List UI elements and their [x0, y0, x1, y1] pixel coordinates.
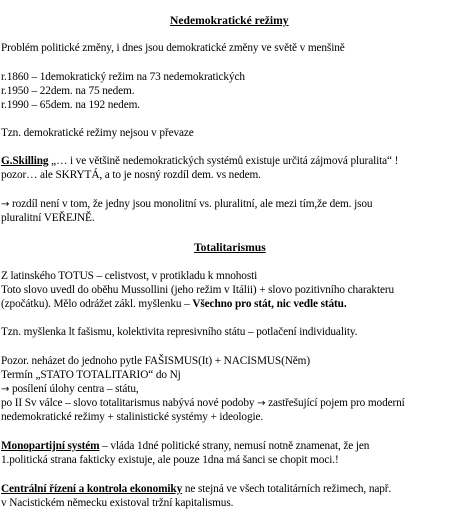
monopartijni-line-2: 1.politická strana fakticky existuje, ale pouze 1dna má šanci se chopit moci.!	[1, 454, 339, 466]
skilling-line-2: pozor… ale SKRYTÁ, a to je nosný rozdíl dem. vs nedem.	[1, 169, 261, 181]
arrow-icon: →	[257, 398, 266, 409]
paragraph-prevaha: Tzn. demokratické režimy nejsou v převaze	[1, 127, 194, 139]
totalitarismus-line-7-text: posílení úlohy centra – státu,	[9, 383, 139, 395]
arrow-icon: →	[1, 199, 10, 210]
monopartijni-text: – vláda 1dné politické strany, nemusí notně znamenat, že jen	[99, 440, 370, 452]
totalitarismus-line-2: Toto slovo uvedl do oběhu Mussollini (jeho režim v Itálii) + slovo pozitivního charakteru	[1, 284, 395, 296]
heading-nedemokraticke-rezimy: Nedemokratické režimy	[170, 14, 289, 27]
stat-1860: r.1860 – 1demokratický režim na 73 nedemokratických	[1, 71, 245, 83]
totalitarismus-line-4: Tzn. myšlenka lt fašismu, kolektivita represivního státu – potlačení individuality.	[1, 326, 358, 338]
monopartijni-term: Monopartijní systém	[1, 440, 100, 452]
arrow-icon: →	[1, 384, 10, 395]
totalitarismus-line-7	[1, 383, 139, 396]
totalitarismus-line-8	[1, 397, 405, 410]
skilling-name: G.Skilling	[1, 155, 49, 167]
ekonomika-term: Centrální řízení a kontrola ekonomiky	[1, 483, 183, 495]
totalitarismus-line-8-text-b: zastřešující pojem pro moderní	[265, 397, 405, 409]
totalitarismus-line-6: Termín „STATO TOTALITARIO“ do Nj	[1, 369, 181, 381]
stat-1950: r.1950 – 22dem. na 75 nedem.	[1, 85, 135, 97]
totalitarismus-line-9: nedemokratické režimy + stalinistické systémy + ideologie.	[1, 411, 264, 423]
totalitarismus-line-5: Pozor. neházet do jednoho pytle FAŠISMUS(It) + NACISMUS(Něm)	[1, 355, 310, 367]
totalitarismus-line-3	[1, 298, 347, 311]
difference-text-1: rozdíl není v tom, že jedny jsou monolitní vs. pluralitní, ale mezi tím,že dem. jsou	[9, 198, 373, 210]
difference-line-2: pluralitní VEŘEJNĚ.	[1, 212, 95, 224]
difference-line-1	[1, 198, 372, 211]
skilling-quote: „… i ve většině nedemokratických systémů existuje určitá zájmová pluralita“ !	[48, 155, 399, 167]
stat-1990: r.1990 – 65dem. na 192 nedem.	[1, 99, 140, 111]
skilling-line	[1, 155, 398, 168]
totalitarismus-line-8-text: po II Sv válce – slovo totalitarismus nabývá nové podoby	[1, 397, 258, 409]
heading-totalitarismus: Totalitarismus	[194, 241, 266, 254]
paragraph-intro: Problém politické změny, i dnes jsou demokratické změny ve světě v menšině	[1, 42, 345, 54]
ekonomika-line-2: v Nacistickém německu existoval tržní kapitalismus.	[1, 497, 234, 509]
ekonomika-line-1	[1, 483, 391, 496]
motto-bold: Všechno pro stát, nic vedle státu.	[192, 298, 347, 310]
totalitarismus-line-1: Z latinského TOTUS – celistvost, v protikladu k mnohosti	[1, 270, 258, 282]
monopartijni-line-1	[1, 440, 369, 453]
totalitarismus-line-3-text: (zpočátku). Mělo odrážet zákl. myšlenku –	[1, 298, 193, 310]
ekonomika-text: ne stejná ve všech totalitárních režimech, např.	[182, 483, 392, 495]
